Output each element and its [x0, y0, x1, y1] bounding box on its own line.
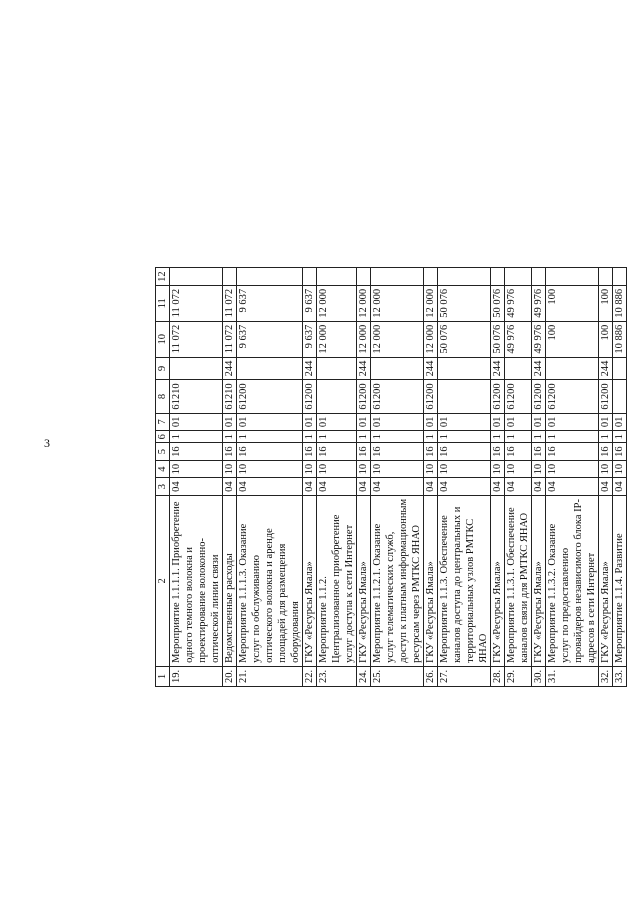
cell-col-11: 9 637 [237, 285, 303, 321]
cell-col-5: 16 [357, 443, 371, 461]
cell-col-9 [371, 357, 424, 380]
cell-col-7: 01 [491, 413, 505, 431]
cell-col-10: 11 072 [170, 321, 223, 357]
cell-col-6: 1 [303, 431, 317, 443]
cell-col-11: 12 000 [357, 285, 371, 321]
cell-col-8: 61200 [237, 380, 303, 413]
cell-col-2: Мероприятие 1.1.4. Развитие [613, 495, 627, 666]
cell-col-12 [170, 268, 223, 286]
cell-col-7: 01 [505, 413, 532, 431]
cell-col-4: 10 [546, 460, 599, 478]
cell-col-8: 61200 [371, 380, 424, 413]
cell-col-1: 19. [170, 666, 223, 686]
cell-col-11: 10 886 [613, 285, 627, 321]
table-row [317, 268, 357, 687]
cell-col-7: 01 [613, 413, 627, 431]
cell-col-8: 61210 [223, 380, 237, 413]
cell-col-12 [599, 268, 613, 286]
cell-col-5: 16 [505, 443, 532, 461]
cell-col-5: 16 [223, 443, 237, 461]
cell-col-5: 16 [303, 443, 317, 461]
cell-col-11: 100 [599, 285, 613, 321]
cell-col-5: 16 [237, 443, 303, 461]
cell-col-1: 31. [546, 666, 599, 686]
cell-col-6: 1 [357, 431, 371, 443]
cell-col-7: 01 [424, 413, 438, 431]
table-row [438, 268, 491, 687]
cell-col-8: 61200 [424, 380, 438, 413]
header-cell-8: 8 [156, 380, 170, 413]
cell-col-1: 21. [237, 666, 303, 686]
cell-col-2: ГКУ «Ресурсы Ямала» [303, 495, 317, 666]
cell-col-12 [546, 268, 599, 286]
cell-col-6: 1 [599, 431, 613, 443]
cell-col-11: 100 [546, 285, 599, 321]
table-row [532, 268, 546, 687]
cell-col-9 [237, 357, 303, 380]
cell-col-4: 10 [357, 460, 371, 478]
header-cell-10: 10 [156, 321, 170, 357]
cell-col-9 [613, 357, 627, 380]
cell-col-10: 9 637 [303, 321, 317, 357]
cell-col-4: 10 [371, 460, 424, 478]
cell-col-6: 1 [424, 431, 438, 443]
cell-col-10: 50 076 [491, 321, 505, 357]
cell-col-4: 10 [237, 460, 303, 478]
cell-col-9: 244 [599, 357, 613, 380]
cell-col-1: 20. [223, 666, 237, 686]
cell-col-6: 1 [237, 431, 303, 443]
cell-col-2: Мероприятие 1.1.2. Централизованное приобретение услуг доступа к сети Интернет [317, 495, 357, 666]
cell-col-2: ГКУ «Ресурсы Ямала» [424, 495, 438, 666]
cell-col-4: 10 [491, 460, 505, 478]
table-row [613, 268, 627, 687]
cell-col-4: 10 [317, 460, 357, 478]
cell-col-9: 244 [223, 357, 237, 380]
cell-col-8: 61200 [532, 380, 546, 413]
cell-col-1: 23. [317, 666, 357, 686]
cell-col-3: 04 [546, 478, 599, 496]
cell-col-2: ГКУ «Ресурсы Ямала» [532, 495, 546, 666]
cell-col-11: 12 000 [371, 285, 424, 321]
cell-col-12 [491, 268, 505, 286]
cell-col-5: 16 [170, 443, 223, 461]
cell-col-9: 244 [491, 357, 505, 380]
cell-col-9: 244 [303, 357, 317, 380]
cell-col-12 [613, 268, 627, 286]
header-cell-3: 3 [156, 478, 170, 496]
cell-col-3: 04 [532, 478, 546, 496]
cell-col-7: 01 [371, 413, 424, 431]
cell-col-1: 25. [371, 666, 424, 686]
cell-col-6: 1 [532, 431, 546, 443]
cell-col-7: 01 [546, 413, 599, 431]
cell-col-8: 61200 [505, 380, 532, 413]
cell-col-10: 50 076 [438, 321, 491, 357]
rotated-sheet [68, 0, 625, 905]
cell-col-8: 61200 [546, 380, 599, 413]
cell-col-3: 04 [317, 478, 357, 496]
cell-col-3: 04 [613, 478, 627, 496]
header-cell-12: 12 [156, 268, 170, 286]
cell-col-12 [371, 268, 424, 286]
cell-col-7: 01 [223, 413, 237, 431]
cell-col-6: 1 [491, 431, 505, 443]
cell-col-1: 24. [357, 666, 371, 686]
cell-col-9 [438, 357, 491, 380]
cell-col-6: 1 [170, 431, 223, 443]
cell-col-2: Мероприятие 1.1.2.1. Оказание услуг телематических служб, доступ к платным информационным ресурсам через РМТКС ЯНАО [371, 495, 424, 666]
cell-col-11: 9 637 [303, 285, 317, 321]
cell-col-3: 04 [223, 478, 237, 496]
cell-col-4: 10 [532, 460, 546, 478]
table-row [303, 268, 317, 687]
cell-col-3: 04 [170, 478, 223, 496]
cell-col-7: 01 [237, 413, 303, 431]
cell-col-11: 49 976 [532, 285, 546, 321]
cell-col-1: 28. [491, 666, 505, 686]
cell-col-8: 61200 [491, 380, 505, 413]
page-number: 3 [44, 436, 50, 450]
cell-col-12 [357, 268, 371, 286]
cell-col-10: 12 000 [317, 321, 357, 357]
table-row [505, 268, 532, 687]
cell-col-9 [546, 357, 599, 380]
cell-col-10: 49 976 [505, 321, 532, 357]
cell-col-6: 1 [317, 431, 357, 443]
cell-col-8 [438, 380, 491, 413]
cell-col-3: 04 [438, 478, 491, 496]
cell-col-3: 04 [491, 478, 505, 496]
cell-col-6: 1 [371, 431, 424, 443]
cell-col-11: 50 076 [438, 285, 491, 321]
cell-col-9: 244 [532, 357, 546, 380]
table-row [491, 268, 505, 687]
table-row [170, 268, 223, 687]
cell-col-5: 16 [317, 443, 357, 461]
cell-col-6: 1 [613, 431, 627, 443]
cell-col-11: 50 076 [491, 285, 505, 321]
cell-col-10: 12 000 [424, 321, 438, 357]
header-cell-2: 2 [156, 495, 170, 666]
cell-col-10: 9 637 [237, 321, 303, 357]
table-row [546, 268, 599, 687]
cell-col-6: 1 [505, 431, 532, 443]
cell-col-11: 12 000 [317, 285, 357, 321]
cell-col-8: 61200 [599, 380, 613, 413]
cell-col-2: Мероприятие 1.1.1.3. Оказание услуг по обслуживанию оптического волокна и аренде площадей для размещения оборудования [237, 495, 303, 666]
header-cell-1: 1 [156, 666, 170, 686]
cell-col-3: 04 [424, 478, 438, 496]
cell-col-3: 04 [371, 478, 424, 496]
rotated-content [68, 0, 625, 905]
cell-col-1: 30. [532, 666, 546, 686]
cell-col-4: 10 [170, 460, 223, 478]
cell-col-5: 16 [438, 443, 491, 461]
cell-col-5: 16 [599, 443, 613, 461]
cell-col-12 [223, 268, 237, 286]
header-cell-6: 6 [156, 431, 170, 443]
table-row [371, 268, 424, 687]
table-row [424, 268, 438, 687]
cell-col-1: 33. [613, 666, 627, 686]
cell-col-5: 16 [424, 443, 438, 461]
cell-col-11: 11 072 [170, 285, 223, 321]
cell-col-4: 10 [424, 460, 438, 478]
table-row [237, 268, 303, 687]
cell-col-9 [317, 357, 357, 380]
cell-col-9: 244 [357, 357, 371, 380]
cell-col-12 [303, 268, 317, 286]
cell-col-3: 04 [357, 478, 371, 496]
cell-col-7: 01 [317, 413, 357, 431]
cell-col-12 [424, 268, 438, 286]
cell-col-12 [317, 268, 357, 286]
cell-col-7: 01 [599, 413, 613, 431]
cell-col-7: 01 [438, 413, 491, 431]
cell-col-2: Мероприятие 1.1.3.2. Оказание услуг по предоставлению провайдеров независимого блока IP-адресов в сети Интернет [546, 495, 599, 666]
cell-col-12 [438, 268, 491, 286]
cell-col-12 [505, 268, 532, 286]
cell-col-1: 32. [599, 666, 613, 686]
cell-col-10: 10 886 [613, 321, 627, 357]
cell-col-2: ГКУ «Ресурсы Ямала» [491, 495, 505, 666]
cell-col-3: 04 [303, 478, 317, 496]
header-cell-5: 5 [156, 443, 170, 461]
cell-col-10: 100 [546, 321, 599, 357]
cell-col-7: 01 [170, 413, 223, 431]
header-row [156, 268, 170, 687]
table-row [223, 268, 237, 687]
cell-col-2: Мероприятие 1.1.1.1. Приобретение одного темного волокна и проектирование волоконно-оптической линии связи [170, 495, 223, 666]
cell-col-5: 16 [546, 443, 599, 461]
cell-col-9 [505, 357, 532, 380]
cell-col-5: 16 [491, 443, 505, 461]
cell-col-6: 1 [546, 431, 599, 443]
cell-col-5: 16 [371, 443, 424, 461]
cell-col-8: 61200 [303, 380, 317, 413]
cell-col-8 [317, 380, 357, 413]
cell-col-8 [613, 380, 627, 413]
cell-col-3: 04 [505, 478, 532, 496]
cell-col-1: 22. [303, 666, 317, 686]
cell-col-11: 11 072 [223, 285, 237, 321]
cell-col-8: 61210 [170, 380, 223, 413]
cell-col-10: 12 000 [357, 321, 371, 357]
cell-col-4: 10 [223, 460, 237, 478]
cell-col-3: 04 [237, 478, 303, 496]
cell-col-4: 10 [303, 460, 317, 478]
header-cell-9: 9 [156, 357, 170, 380]
table-row [599, 268, 613, 687]
cell-col-2: Мероприятие 1.1.3. Обеспечение каналов доступа до центральных и территориальных узлов РМТКС ЯНАО [438, 495, 491, 666]
cell-col-2: ГКУ «Ресурсы Ямала» [357, 495, 371, 666]
cell-col-3: 04 [599, 478, 613, 496]
cell-col-7: 01 [532, 413, 546, 431]
cell-col-12 [532, 268, 546, 286]
header-cell-11: 11 [156, 285, 170, 321]
cell-col-12 [237, 268, 303, 286]
header-cell-4: 4 [156, 460, 170, 478]
table-row [357, 268, 371, 687]
budget-table [155, 267, 627, 687]
cell-col-1: 27. [438, 666, 491, 686]
cell-col-9: 244 [424, 357, 438, 380]
cell-col-11: 12 000 [424, 285, 438, 321]
cell-col-10: 49 976 [532, 321, 546, 357]
cell-col-11: 49 976 [505, 285, 532, 321]
cell-col-9 [170, 357, 223, 380]
cell-col-6: 1 [438, 431, 491, 443]
cell-col-7: 01 [303, 413, 317, 431]
cell-col-10: 11 072 [223, 321, 237, 357]
cell-col-5: 16 [532, 443, 546, 461]
cell-col-7: 01 [357, 413, 371, 431]
cell-col-2: Ведомственные расходы [223, 495, 237, 666]
cell-col-2: ГКУ «Ресурсы Ямала» [599, 495, 613, 666]
header-cell-7: 7 [156, 413, 170, 431]
cell-col-8: 61200 [357, 380, 371, 413]
cell-col-4: 10 [438, 460, 491, 478]
cell-col-1: 29. [505, 666, 532, 686]
cell-col-4: 10 [599, 460, 613, 478]
cell-col-1: 26. [424, 666, 438, 686]
cell-col-5: 16 [613, 443, 627, 461]
cell-col-6: 1 [223, 431, 237, 443]
cell-col-10: 100 [599, 321, 613, 357]
cell-col-2: Мероприятие 1.1.3.1. Обеспечение каналов связи для РМТКС ЯНАО [505, 495, 532, 666]
cell-col-10: 12 000 [371, 321, 424, 357]
cell-col-4: 10 [613, 460, 627, 478]
cell-col-4: 10 [505, 460, 532, 478]
